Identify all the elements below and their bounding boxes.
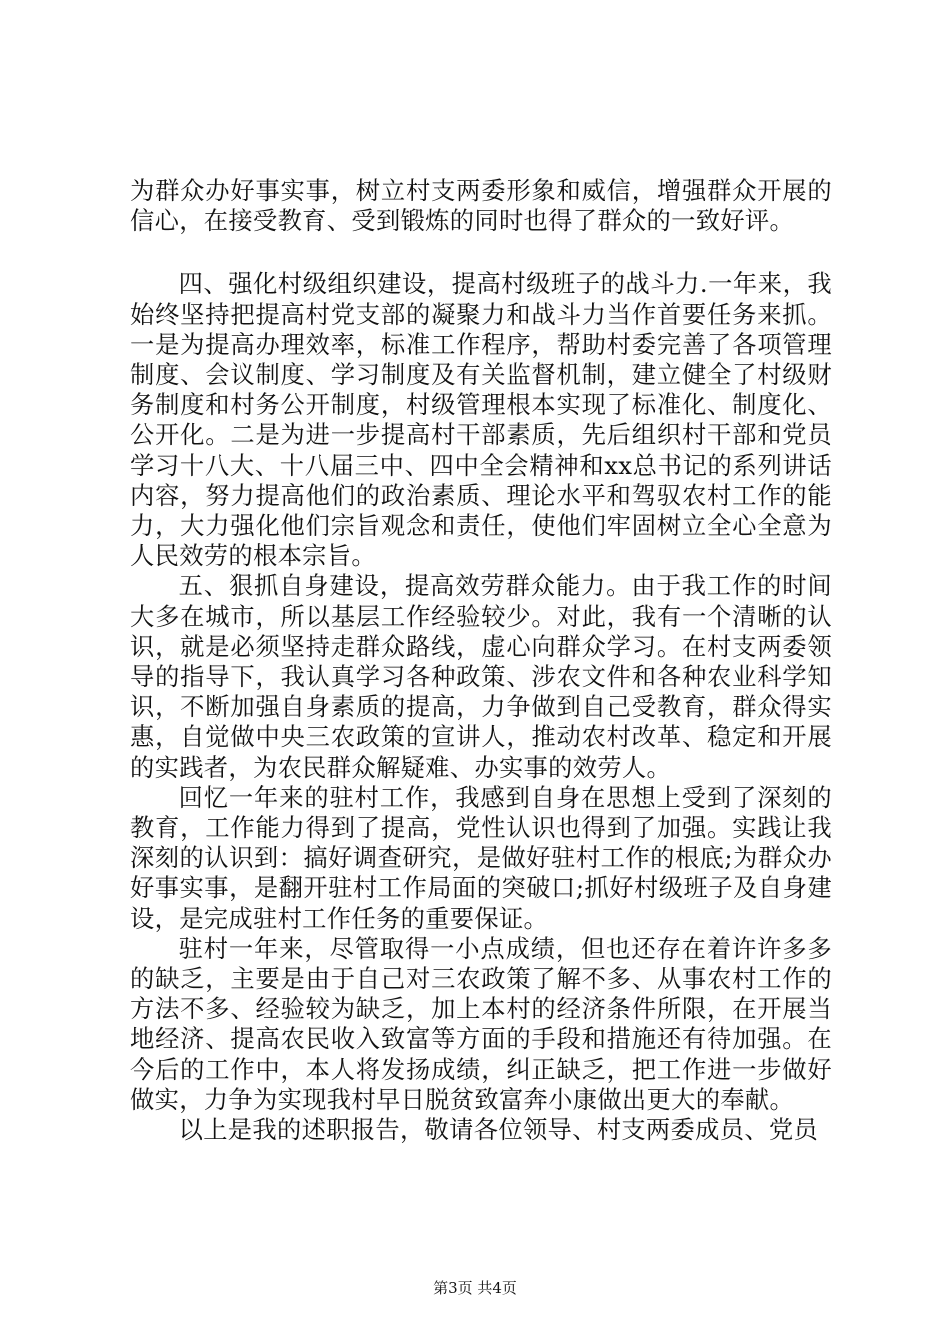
paragraph-closing: 以上是我的述职报告，敬请各位领导、村支两委成员、党员 [178, 1115, 819, 1145]
paragraph-section-five: 五、狠抓自身建设，提高效劳群众能力。由于我工作的时间大多在城市，所以基层工作经验较少。对此，我有一个清晰的认识，就是必须坚持走群众路线，虚心向群众学习。在村支两委领导的指导下，我认真学习各种政策、涉农文件和各种农业科学知识，不断加强自身素质的提高，力争做到自己受教育，群众得实惠，自觉做中央三农政策的宣讲人，推动农村改革、稳定和开展的实践者，为农民群众解疑难、办实事的效劳人。 [130, 571, 832, 782]
paragraph-continuation: 为群众办好事实事，树立村支两委形象和威信，增强群众开展的信心，在接受教育、受到锻炼的同时也得了群众的一致好评。 [130, 176, 832, 236]
page-number-footer: 第3页 共4页 [433, 1279, 517, 1297]
paragraph-reflection: 回忆一年来的驻村工作，我感到自身在思想上受到了深刻的教育，工作能力得到了提高，党性认识也得到了加强。实践让我深刻的认识到：搞好调查研究，是做好驻村工作的根底;为群众办好事实事，是翻开驻村工作局面的突破口;抓好村级班子及自身建设，是完成驻村工作任务的重要保证。 [130, 782, 832, 933]
paragraph-section-four: 四、强化村级组织建设，提高村级班子的战斗力.一年来，我始终坚持把提高村党支部的凝聚力和战斗力当作首要任务来抓。一是为提高办理效率，标准工作程序，帮助村委完善了各项管理制度、会议制度、学习制度及有关监督机制，建立健全了村级财务制度和村务公开制度，村级管理根本实现了标准化、制度化、公开化。二是为进一步提高村干部素质，先后组织村干部和党员学习十八大、十八届三中、四中全会精神和xx总书记的系列讲话内容，努力提高他们的政治素质、理论水平和驾驭农村工作的能力，大力强化他们宗旨观念和责任，使他们牢固树立全心全意为人民效劳的根本宗旨。 [130, 269, 832, 571]
paragraph-shortcomings: 驻村一年来，尽管取得一小点成绩，但也还存在着许许多多的缺乏，主要是由于自己对三农政策了解不多、从事农村工作的方法不多、经验较为缺乏，加上本村的经济条件所限，在开展当地经济、提高农民收入致富等方面的手段和措施还有待加强。在今后的工作中，本人将发扬成绩，纠正缺乏，把工作进一步做好做实，力争为实现我村早日脱贫致富奔小康做出更大的奉献。 [130, 933, 832, 1114]
document-body [130, 176, 832, 1145]
